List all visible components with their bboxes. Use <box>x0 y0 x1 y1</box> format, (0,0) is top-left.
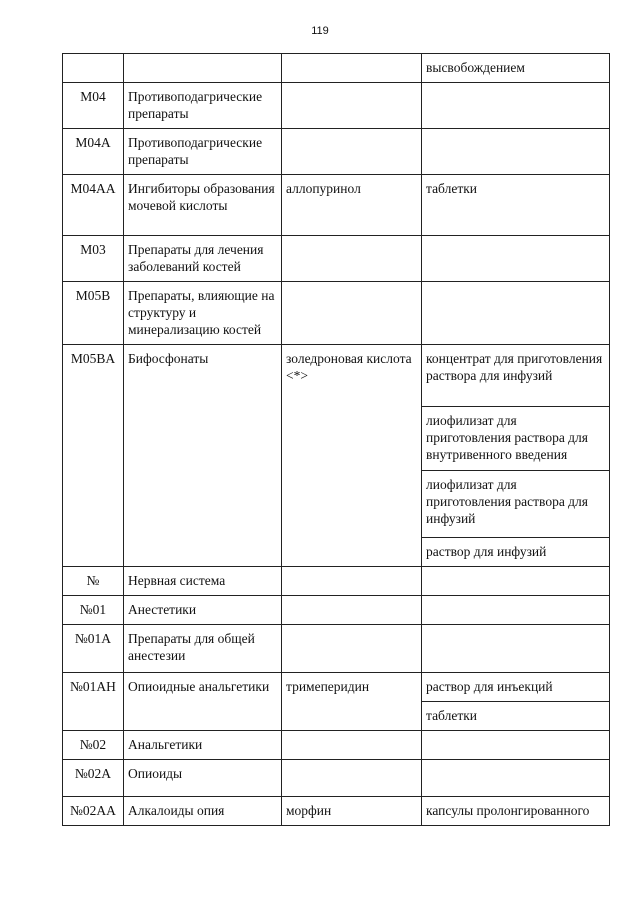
name-cell: Противоподагрические препараты <box>124 129 282 175</box>
name-cell: Алкалоиды опия <box>124 797 282 826</box>
form-cell: концентрат для приготовления раствора для инфузий <box>422 345 610 407</box>
code-cell: M05BA <box>63 345 124 567</box>
form-cell: таблетки <box>422 702 610 731</box>
table-row <box>63 282 610 345</box>
name-cell: Препараты, влияющие на структуру и минерализацию костей <box>124 282 282 345</box>
table-row <box>63 731 610 760</box>
table-row <box>63 596 610 625</box>
table-row <box>63 673 610 702</box>
name-cell: Нервная система <box>124 567 282 596</box>
inn-cell: аллопуринол <box>282 175 422 236</box>
table-row <box>63 175 610 236</box>
table-row <box>63 567 610 596</box>
form-cell <box>422 282 610 345</box>
inn-cell <box>282 83 422 129</box>
form-cell: капсулы пролонгированного <box>422 797 610 826</box>
form-cell: раствор для инъекций <box>422 673 610 702</box>
code-cell: №01AH <box>63 673 124 731</box>
name-cell: Бифосфонаты <box>124 345 282 567</box>
inn-cell <box>282 129 422 175</box>
code-cell: №02 <box>63 731 124 760</box>
table-row <box>63 129 610 175</box>
name-cell: Опиоиды <box>124 760 282 797</box>
code-cell: M04A <box>63 129 124 175</box>
inn-cell: золедроновая кислота <*> <box>282 345 422 567</box>
name-cell: Препараты для общей анестезии <box>124 625 282 673</box>
code-cell: №01 <box>63 596 124 625</box>
table-row <box>63 345 610 407</box>
inn-cell <box>282 282 422 345</box>
form-cell: лиофилизат для приготовления раствора для внутривенного введения <box>422 407 610 471</box>
inn-cell <box>282 731 422 760</box>
form-cell <box>422 129 610 175</box>
form-cell <box>422 83 610 129</box>
form-cell <box>422 625 610 673</box>
code-cell: M04AA <box>63 175 124 236</box>
code-cell: №02AA <box>63 797 124 826</box>
code-cell: M03 <box>63 236 124 282</box>
name-cell: Противоподагрические препараты <box>124 83 282 129</box>
inn-cell <box>282 625 422 673</box>
page-number: 119 <box>311 25 329 37</box>
name-cell <box>124 54 282 83</box>
table-row <box>63 797 610 826</box>
code-cell <box>63 54 124 83</box>
form-cell <box>422 567 610 596</box>
inn-cell <box>282 760 422 797</box>
name-cell: Анальгетики <box>124 731 282 760</box>
table-row <box>63 54 610 83</box>
inn-cell: морфин <box>282 797 422 826</box>
code-cell: № <box>63 567 124 596</box>
form-cell <box>422 760 610 797</box>
code-cell: M05B <box>63 282 124 345</box>
form-cell: раствор для инфузий <box>422 538 610 567</box>
form-cell <box>422 731 610 760</box>
inn-cell <box>282 567 422 596</box>
name-cell: Анестетики <box>124 596 282 625</box>
drug-table <box>62 53 610 826</box>
form-cell <box>422 236 610 282</box>
form-cell: таблетки <box>422 175 610 236</box>
inn-cell <box>282 54 422 83</box>
form-cell <box>422 596 610 625</box>
code-cell: №01A <box>63 625 124 673</box>
inn-cell: тримеперидин <box>282 673 422 731</box>
table-row <box>63 83 610 129</box>
inn-cell <box>282 596 422 625</box>
name-cell: Препараты для лечения заболеваний костей <box>124 236 282 282</box>
code-cell: M04 <box>63 83 124 129</box>
form-cell: высвобождением <box>422 54 610 83</box>
inn-cell <box>282 236 422 282</box>
table-row <box>63 760 610 797</box>
name-cell: Ингибиторы образования мочевой кислоты <box>124 175 282 236</box>
name-cell: Опиоидные анальгетики <box>124 673 282 731</box>
form-cell: лиофилизат для приготовления раствора для инфузий <box>422 471 610 538</box>
code-cell: №02A <box>63 760 124 797</box>
table-row <box>63 236 610 282</box>
table-row <box>63 625 610 673</box>
